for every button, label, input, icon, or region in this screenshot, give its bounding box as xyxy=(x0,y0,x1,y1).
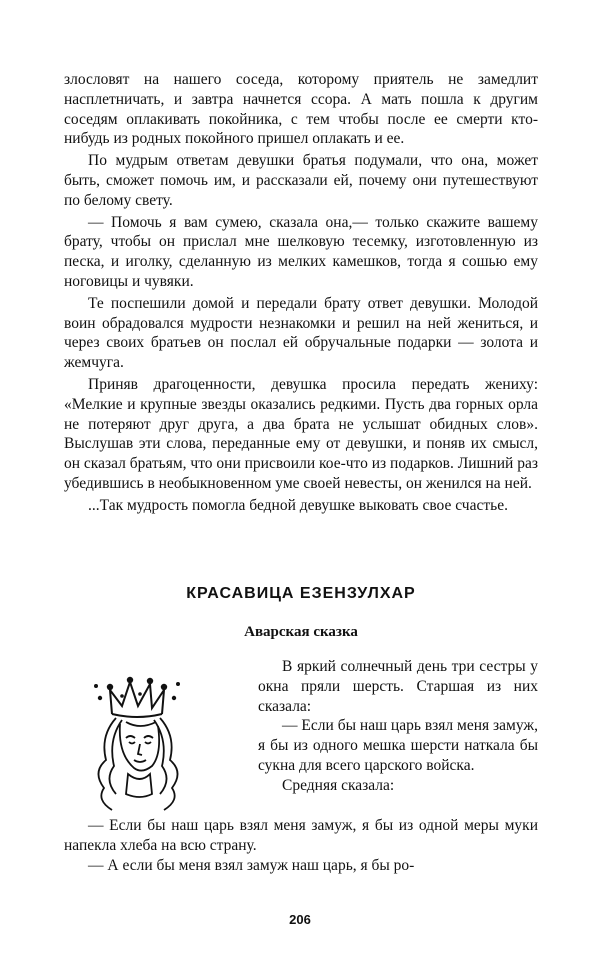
paragraph: — Если бы наш царь взял меня замуж, я бы из одной меры муки напекла хлеба на всю страну. xyxy=(64,817,538,854)
paragraph: В яркий солнечный день три сестры у окна пряли шерсть. Старшая из них сказала: xyxy=(258,658,538,715)
story-title: КРАСАВИЦА ЕЗЕНЗУЛХАР xyxy=(186,585,416,602)
story-text-beside-illustration xyxy=(258,657,538,796)
paragraph: ...Так мудрость помогла бедной девушке выковать свое счастье. xyxy=(88,496,508,514)
page-number: 206 xyxy=(289,912,311,927)
crowned-girl-icon xyxy=(82,676,192,816)
paragraph: злословят на нашего соседа, которому приятель не замедлит насплетничать, и завтра начнется ссора. А мать пошла к другим соседям оплакивать покойника, с тем чтобы после ее смерти кто-нибудь из родных покойного пришел оплакать и ее. xyxy=(64,71,538,148)
story-subtitle: Аварская сказка xyxy=(244,624,358,640)
paragraph: — Если бы наш царь взял меня замуж, я бы из одного мешка шерсти наткала бы сукна для всего царского войска. xyxy=(258,717,538,774)
previous-story-ending xyxy=(64,70,538,518)
paragraph: Средняя сказала: xyxy=(282,776,395,794)
paragraph: По мудрым ответам девушки братья подумали, что она, может быть, сможет помочь им, и рассказали ей, почему они путешествуют по белому свету. xyxy=(64,152,538,209)
paragraph: — Помочь я вам сумею, сказала она,— только скажите вашему брату, чтобы он прислал мне шелковую тесемку, изготовленную из песка, и иголку, сделанную из мелких камешков, тогда я сошью ему ноговицы и чувяки. xyxy=(64,213,538,290)
story-text-full-width xyxy=(64,816,538,875)
paragraph: Приняв драгоценности, девушка просила передать жениху: «Мелкие и крупные звезды оказались редкими. Пусть два горных орла не потеряют друг друга, а два брата не услышат обидных слов». Выслушав эти слова, переданные ему от девушки, и поняв их смысл, он сказал братьям, что они присвоили кое-что из подарков. Лишний раз убедившись в необыкновенном уме своей невесты, он женился на ней. xyxy=(64,375,538,492)
paragraph: Те поспешили домой и передали брату ответ девушки. Молодой воин обрадовался мудрости незнакомки и решил на ней жениться, и через своих братьев он послал ей обручальные подарки — золота и жемчуга. xyxy=(64,294,538,372)
paragraph: — А если бы меня взял замуж наш царь, я бы ро- xyxy=(88,856,415,874)
